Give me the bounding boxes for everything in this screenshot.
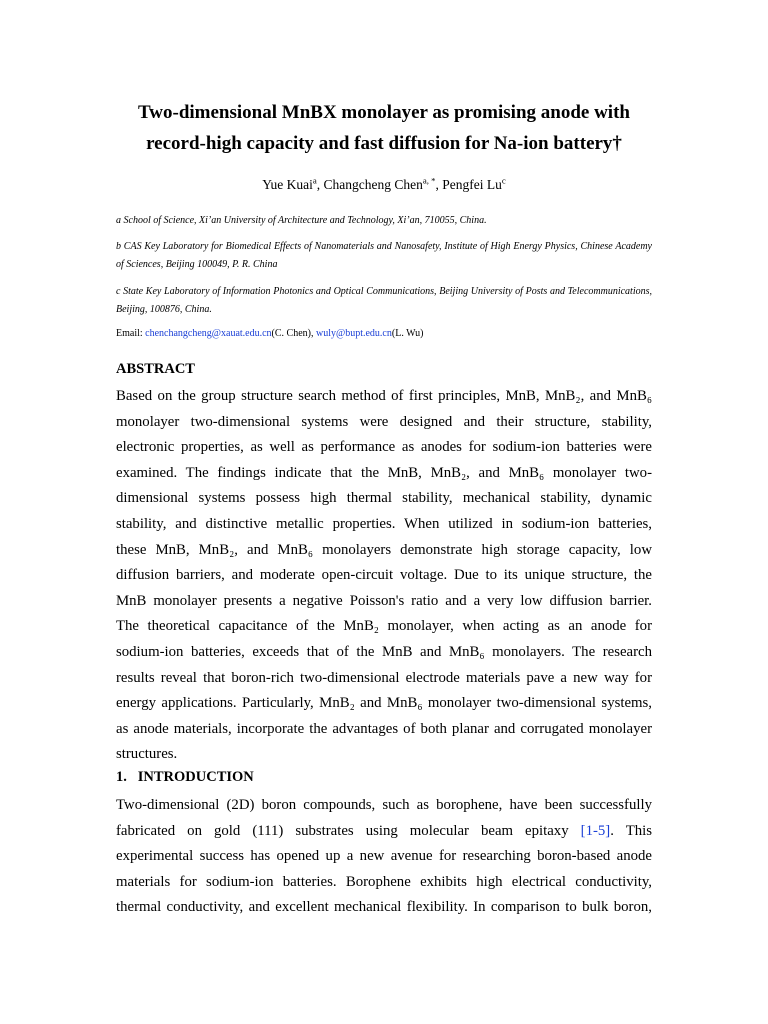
abstract-line: The theoretical capacitance of the MnB₂ monolayer, when acting as an anode for (116, 618, 652, 635)
author-affiliation-mark: c (501, 175, 506, 186)
intro-line: materials for sodium-ion batteries. Borophene exhibits high electrical conductivity, (116, 873, 652, 890)
author-list (80, 177, 688, 193)
abstract-body (116, 384, 652, 768)
intro-line-with-citation (116, 819, 652, 845)
abstract-line: stability, and distinctive metallic properties. When utilized in sodium-ion batteries, (116, 515, 652, 532)
affiliation-c: c State Key Laboratory of Information Photonics and Optical Communications, Beijing University of Posts and Telecommunications, Beijing, 100876, China. (116, 286, 652, 315)
email-label: Email: (116, 328, 146, 339)
author-name: Changcheng Chen (323, 177, 423, 192)
introduction-heading: 1. INTRODUCTION (116, 769, 254, 785)
title-line-1: Two-dimensional MnBX monolayer as promising anode with (138, 102, 630, 123)
abstract-line: as anode materials, incorporate the advantages of both planar and corrugated monolayer (116, 720, 652, 737)
abstract-line: examined. The findings indicate that the MnB, MnB₂, and MnB₆ monolayer two- (116, 464, 652, 481)
abstract-line: these MnB, MnB₂, and MnB₆ monolayers demonstrate high storage capacity, low (116, 541, 652, 558)
email-link-chen[interactable]: chenchangcheng@xauat.edu.cn (145, 328, 272, 339)
intro-text-segment: . This (610, 822, 653, 839)
introduction-body (116, 793, 652, 921)
intro-text-segment: fabricated on gold (111) substrates using molecular beam epitaxy (116, 822, 581, 839)
corresponding-email (116, 326, 652, 342)
affiliation-a: a School of Science, Xi’an University of Architecture and Technology, Xi’an, 710055, China. (116, 215, 487, 226)
email-owner-wu: (L. Wu) (391, 328, 424, 339)
abstract-line: dimensional systems possess high thermal stability, mechanical stability, dynamic (116, 490, 652, 507)
abstract-line: MnB monolayer presents a negative Poisson's ratio and a very low diffusion barrier. (116, 592, 652, 609)
intro-line: thermal conductivity, and excellent mechanical flexibility. In comparison to bulk boron, (116, 899, 652, 916)
author-affiliation-mark: a (312, 175, 317, 186)
author-affiliation-mark: a, * (422, 175, 436, 186)
paper-title (80, 97, 688, 159)
affiliation-b: b CAS Key Laboratory for Biomedical Effects of Nanomaterials and Nanosafety, Institute of High Energy Physics, Chinese Academy of Sciences, Beijing 100049, P. R. China (116, 241, 652, 270)
email-owner-chen: (C. Chen), (271, 328, 316, 339)
abstract-line: sodium-ion batteries, exceeds that of the MnB and MnB₆ monolayers. The research (116, 643, 652, 660)
abstract-heading: ABSTRACT (116, 361, 195, 377)
abstract-line: results reveal that boron-rich two-dimensional electrode materials pave a new way for (116, 669, 652, 686)
citation-link[interactable]: [1-5] (580, 822, 611, 839)
title-line-2: record-high capacity and fast diffusion for Na-ion battery† (146, 133, 622, 154)
abstract-line: structures. (116, 746, 178, 763)
abstract-line: Based on the group structure search method of first principles, MnB, MnB₂, and MnB₆ (116, 388, 652, 404)
email-link-wu[interactable]: wuly@bupt.edu.cn (316, 328, 392, 339)
abstract-line: monolayer two-dimensional systems were designed and their structure, stability, (116, 413, 652, 430)
author-separator: , (316, 177, 324, 192)
abstract-line: diffusion barriers, and moderate open-circuit voltage. Due to its unique structure, the (116, 567, 652, 584)
intro-line: Two-dimensional (2D) boron compounds, such as borophene, have been successfully (116, 797, 652, 813)
abstract-line: electronic properties, as well as performance as anodes for sodium-ion batteries were (116, 439, 652, 456)
intro-line: experimental success has opened up a new avenue for researching boron-based anode (116, 848, 652, 865)
author-name: Pengfei Lu (442, 177, 502, 192)
abstract-line: energy applications. Particularly, MnB₂ and MnB₆ monolayer two-dimensional systems, (116, 695, 652, 712)
author-name: Yue Kuai (262, 177, 313, 192)
author-separator: , (435, 177, 443, 192)
